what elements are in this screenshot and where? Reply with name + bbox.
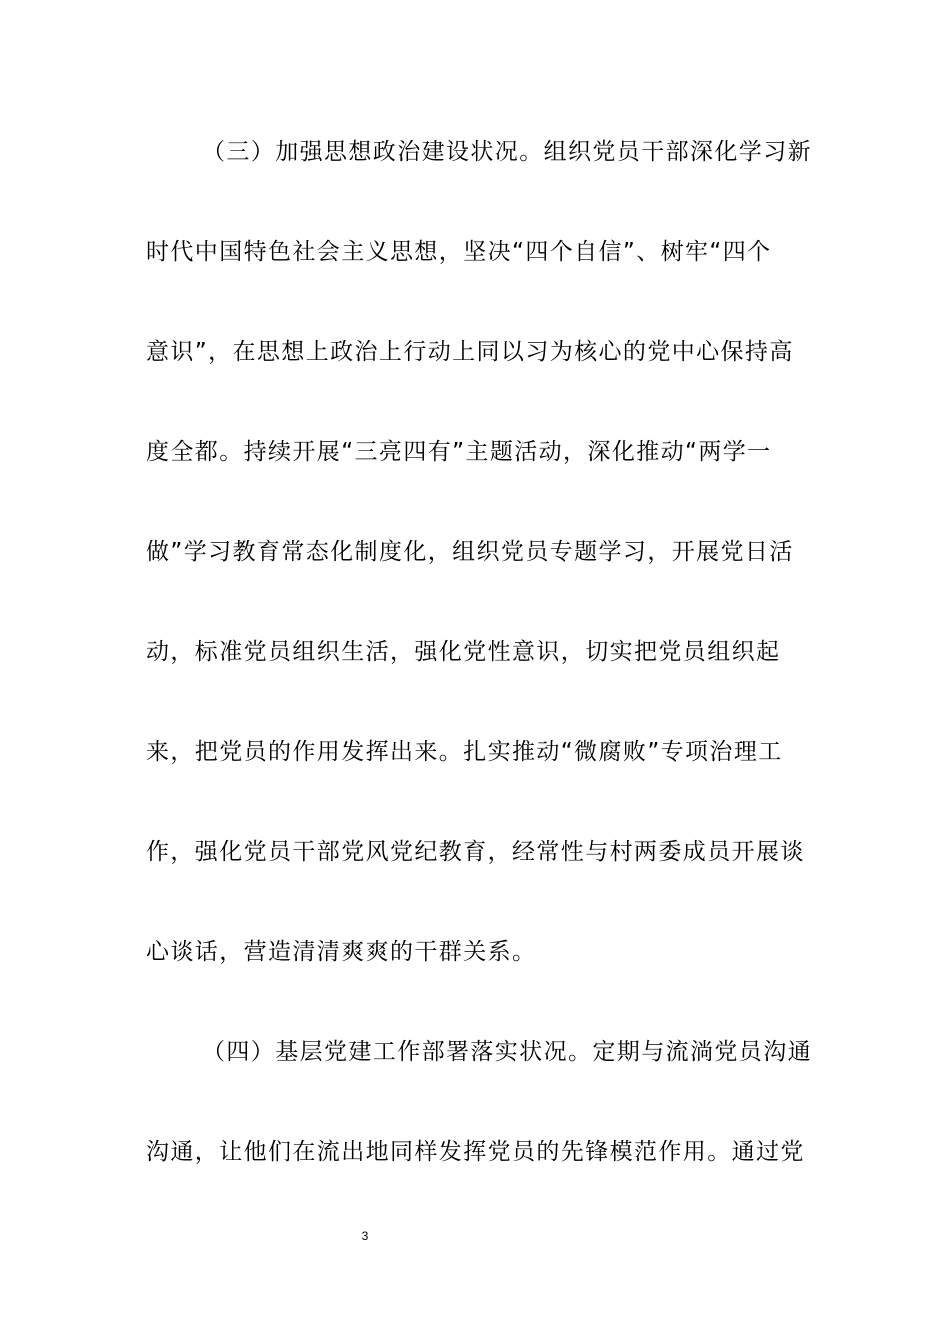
paragraph-3-line-1: （三）加强思想政治建设状况。组织党员干部深化学习新 [202,139,812,165]
paragraph-3-line-8: 作，强化党员干部党风党纪教育，经常性与村两委成员开展谈 [146,839,805,865]
paragraph-4-line-2: 沟通，让他们在流出地同样发挥党员的先锋模范作用。通过党 [146,1139,805,1165]
paragraph-3-line-3: 意识”，在思想上政治上行动上同以习为核心的党中心保持高 [146,339,794,365]
page-number: 3 [361,1229,369,1243]
paragraph-3-line-9: 心谈话，营造清清爽爽的干群关系。 [146,939,537,965]
paragraph-4-line-1: （四）基层党建工作部署落实状况。定期与流淌党员沟通 [202,1039,812,1065]
paragraph-3-line-4: 度全都。持续开展“三亮四有”主题活动，深化推动“两学一 [146,439,772,465]
paragraph-3-line-7: 来，把党员的作用发挥出来。扎实推动“微腐败”专项治理工 [146,739,783,765]
paragraph-3-line-2: 时代中国特色社会主义思想，坚决“四个自信”、树牢“四个 [146,239,772,265]
paragraph-3-line-6: 动，标准党员组织生活，强化党性意识，切实把党员组织起 [146,639,781,665]
paragraph-3-line-5: 做”学习教育常态化制度化，组织党员专题学习，开展党日活 [146,539,794,565]
